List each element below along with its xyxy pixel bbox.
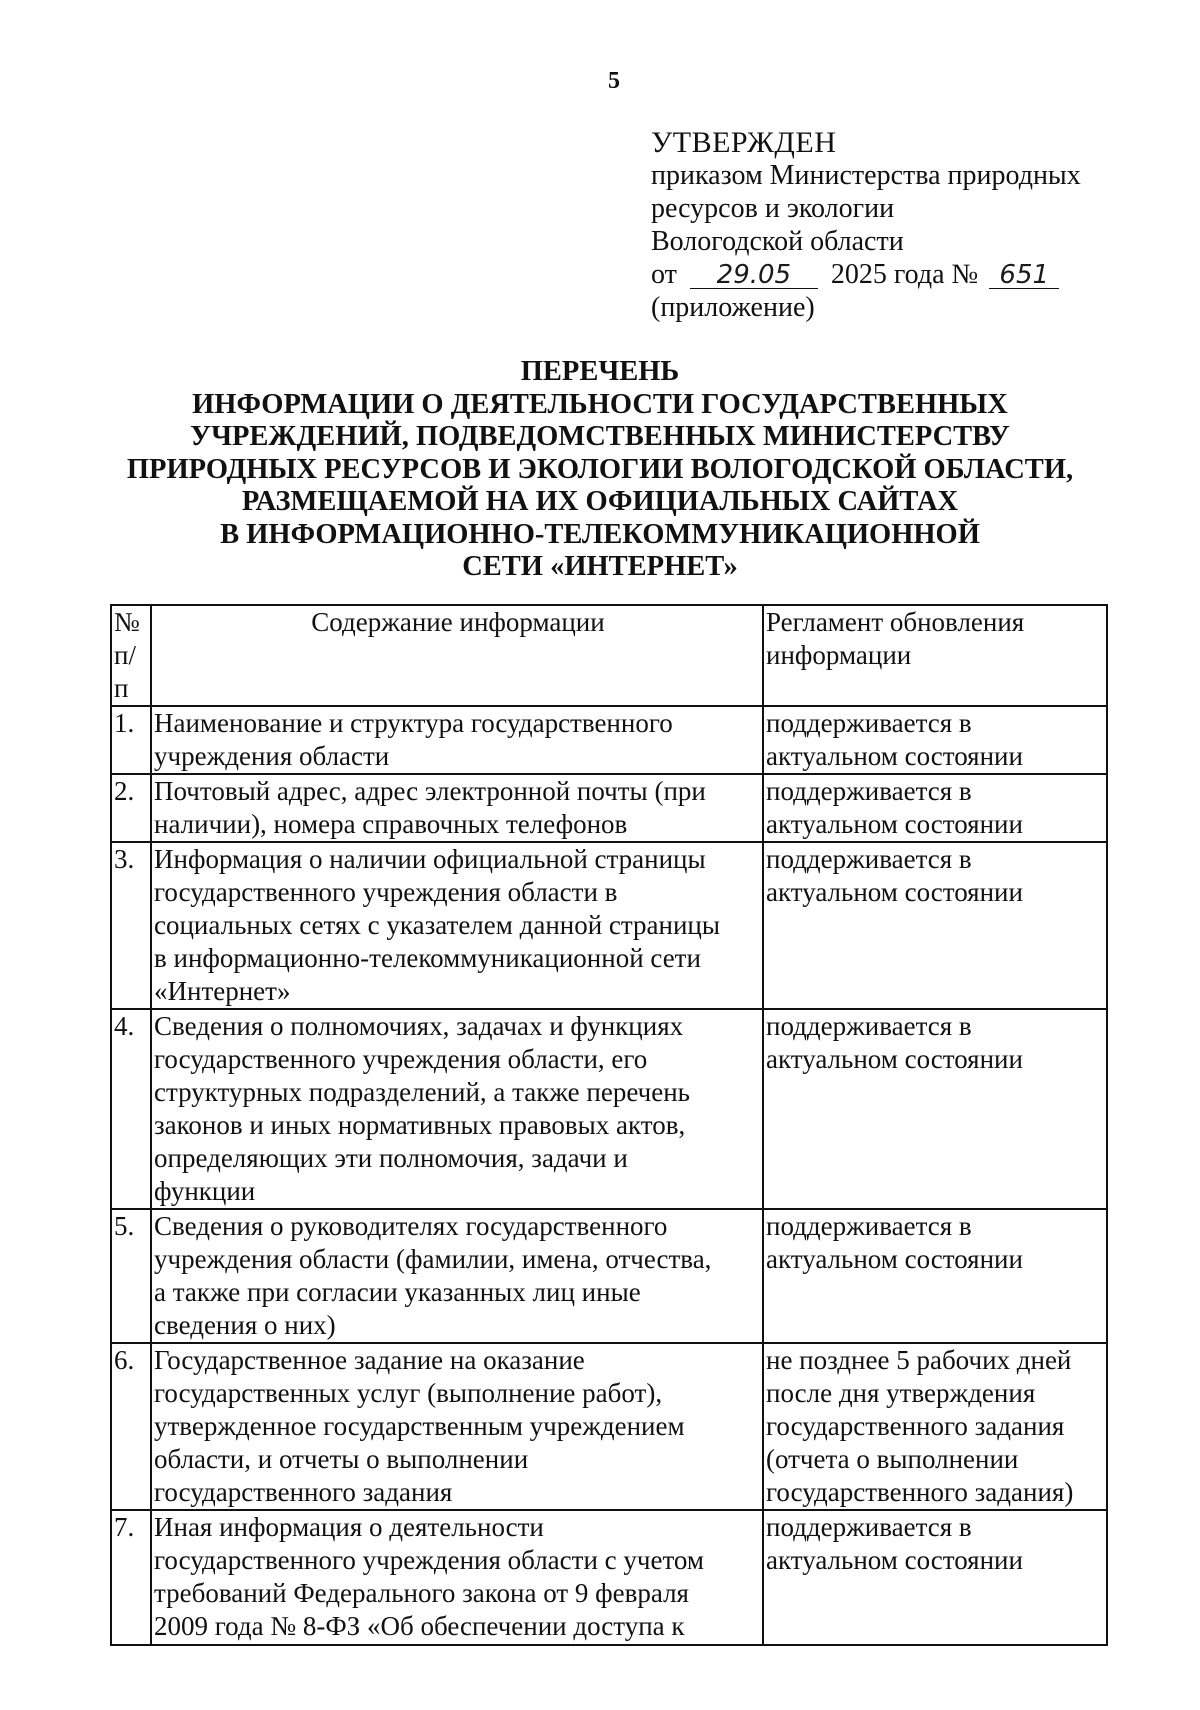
row-regulation (763, 1343, 1107, 1510)
regulation-line: поддерживается в (766, 844, 972, 874)
content-line: структурных подразделений, а также перечень (154, 1077, 690, 1107)
regulation-line: не позднее 5 рабочих дней (766, 1345, 1072, 1375)
table-row (111, 1209, 1107, 1343)
approval-line-2: ресурсов и экологии (651, 193, 895, 224)
regulation-line: государственного задания) (766, 1477, 1074, 1507)
row-regulation (763, 842, 1107, 1009)
approval-line-1: приказом Министерства природных (651, 160, 1081, 191)
header-content: Содержание информации (151, 605, 763, 706)
row-regulation (763, 706, 1107, 774)
table-row (111, 706, 1107, 774)
row-content (151, 1009, 763, 1209)
content-line: Сведения о полномочиях, задачах и функциях (154, 1011, 684, 1041)
row-regulation (763, 774, 1107, 842)
row-number: 4. (111, 1009, 151, 1209)
approval-line-3: Вологодской области (651, 226, 904, 257)
row-content (151, 1343, 763, 1510)
regulation-line: актуальном состоянии (766, 1044, 1023, 1074)
table-row (111, 1009, 1107, 1209)
content-line: Сведения о руководителях государственного (154, 1211, 668, 1241)
content-line: учреждения области (фамилии, имена, отчества, (154, 1244, 712, 1274)
approval-date-line (651, 258, 1081, 291)
content-line: государственного учреждения области с учетом (154, 1545, 704, 1575)
info-table (110, 604, 1108, 1646)
header-num (111, 605, 151, 706)
content-line: Почтовый адрес, адрес электронной почты (при (154, 776, 706, 806)
header-num-line: № (114, 607, 140, 637)
year-text: 2025 года № (830, 259, 979, 290)
approval-stamp-block (651, 126, 1081, 324)
content-line: Иная информация о деятельности (154, 1512, 544, 1542)
content-line: а также при согласии указанных лиц иные (154, 1277, 641, 1307)
header-regulation-line: информации (766, 640, 912, 670)
row-regulation (763, 1009, 1107, 1209)
regulation-line: актуальном состоянии (766, 809, 1023, 839)
content-line: утвержденное государственным учреждением (154, 1411, 685, 1441)
regulation-line: поддерживается в (766, 1011, 972, 1041)
content-line: Информация о наличии официальной страницы (154, 844, 706, 874)
regulation-line: государственного задания (766, 1411, 1065, 1441)
regulation-line: актуальном состоянии (766, 1244, 1023, 1274)
table-row (111, 842, 1107, 1009)
row-regulation (763, 1510, 1107, 1645)
row-number: 3. (111, 842, 151, 1009)
row-number: 6. (111, 1343, 151, 1510)
heading-line: РАЗМЕЩАЕМОЙ НА ИХ ОФИЦИАЛЬНЫХ САЙТАХ (241, 486, 959, 517)
page-number: 5 (608, 68, 620, 94)
header-num-line: п/п (114, 640, 136, 703)
regulation-line: актуальном состоянии (766, 1545, 1023, 1575)
handwritten-date: 29.05 (690, 262, 818, 289)
row-number: 5. (111, 1209, 151, 1343)
content-line: в информационно-телекоммуникационной сети (154, 943, 701, 973)
header-regulation-line: Регламент обновления (766, 607, 1025, 637)
regulation-line: поддерживается в (766, 1211, 972, 1241)
regulation-line: актуальном состоянии (766, 877, 1023, 907)
content-line: законов и иных нормативных правовых актов, (154, 1110, 686, 1140)
heading-line: ПЕРЕЧЕНЬ (520, 356, 680, 387)
content-line: 2009 года № 8-ФЗ «Об обеспечении доступа к (154, 1611, 685, 1641)
row-content (151, 1510, 763, 1645)
regulation-line: поддерживается в (766, 708, 972, 738)
content-line: определяющих эти полномочия, задачи и (154, 1143, 628, 1173)
content-line: сведения о них) (154, 1310, 336, 1340)
table-header-row (111, 605, 1107, 706)
table-row (111, 774, 1107, 842)
row-number: 2. (111, 774, 151, 842)
heading-line: ПРИРОДНЫХ РЕСУРСОВ И ЭКОЛОГИИ ВОЛОГОДСКОЙ ОБЛАСТИ, (126, 453, 1074, 485)
content-line: государственного учреждения области в (154, 877, 618, 907)
heading-line: В ИНФОРМАЦИОННО-ТЕЛЕКОММУНИКАЦИОННОЙ (220, 518, 980, 550)
content-line: «Интернет» (154, 976, 291, 1006)
regulation-line: актуальном состоянии (766, 741, 1023, 771)
row-number: 7. (111, 1510, 151, 1645)
date-prefix: от (651, 259, 677, 290)
content-line: функции (154, 1176, 256, 1206)
row-regulation (763, 1209, 1107, 1343)
content-line: социальных сетях с указателем данной страницы (154, 910, 720, 940)
content-line: области, и отчеты о выполнении (154, 1444, 529, 1474)
regulation-line: поддерживается в (766, 1512, 972, 1542)
regulation-line: после дня утверждения (766, 1378, 1036, 1408)
content-line: требований Федерального закона от 9 февраля (154, 1578, 689, 1608)
content-line: учреждения области (154, 741, 390, 771)
row-content (151, 706, 763, 774)
heading-line: УЧРЕЖДЕНИЙ, ПОДВЕДОМСТВЕННЫХ МИНИСТЕРСТВУ (190, 421, 1010, 452)
heading-line: ИНФОРМАЦИИ О ДЕЯТЕЛЬНОСТИ ГОСУДАРСТВЕННЫХ (192, 388, 1008, 420)
content-line: наличии), номера справочных телефонов (154, 809, 628, 839)
row-content (151, 774, 763, 842)
handwritten-order-number: 651 (989, 262, 1059, 289)
heading-line: СЕТИ «ИНТЕРНЕТ» (462, 551, 738, 582)
content-line: государственных услуг (выполнение работ), (154, 1378, 663, 1408)
header-regulation (763, 605, 1107, 706)
document-heading (100, 356, 1100, 584)
regulation-line: (отчета о выполнении (766, 1444, 1019, 1474)
table-row (111, 1510, 1107, 1645)
row-content (151, 1209, 763, 1343)
content-line: государственного задания (154, 1477, 453, 1507)
content-line: государственного учреждения области, его (154, 1044, 648, 1074)
table-row (111, 1343, 1107, 1510)
content-line: Государственное задание на оказание (154, 1345, 585, 1375)
approval-line-5: (приложение) (651, 292, 815, 323)
regulation-line: поддерживается в (766, 776, 972, 806)
row-number: 1. (111, 706, 151, 774)
approval-title: УТВЕРЖДЕН (651, 126, 837, 159)
row-content (151, 842, 763, 1009)
content-line: Наименование и структура государственного (154, 708, 673, 738)
